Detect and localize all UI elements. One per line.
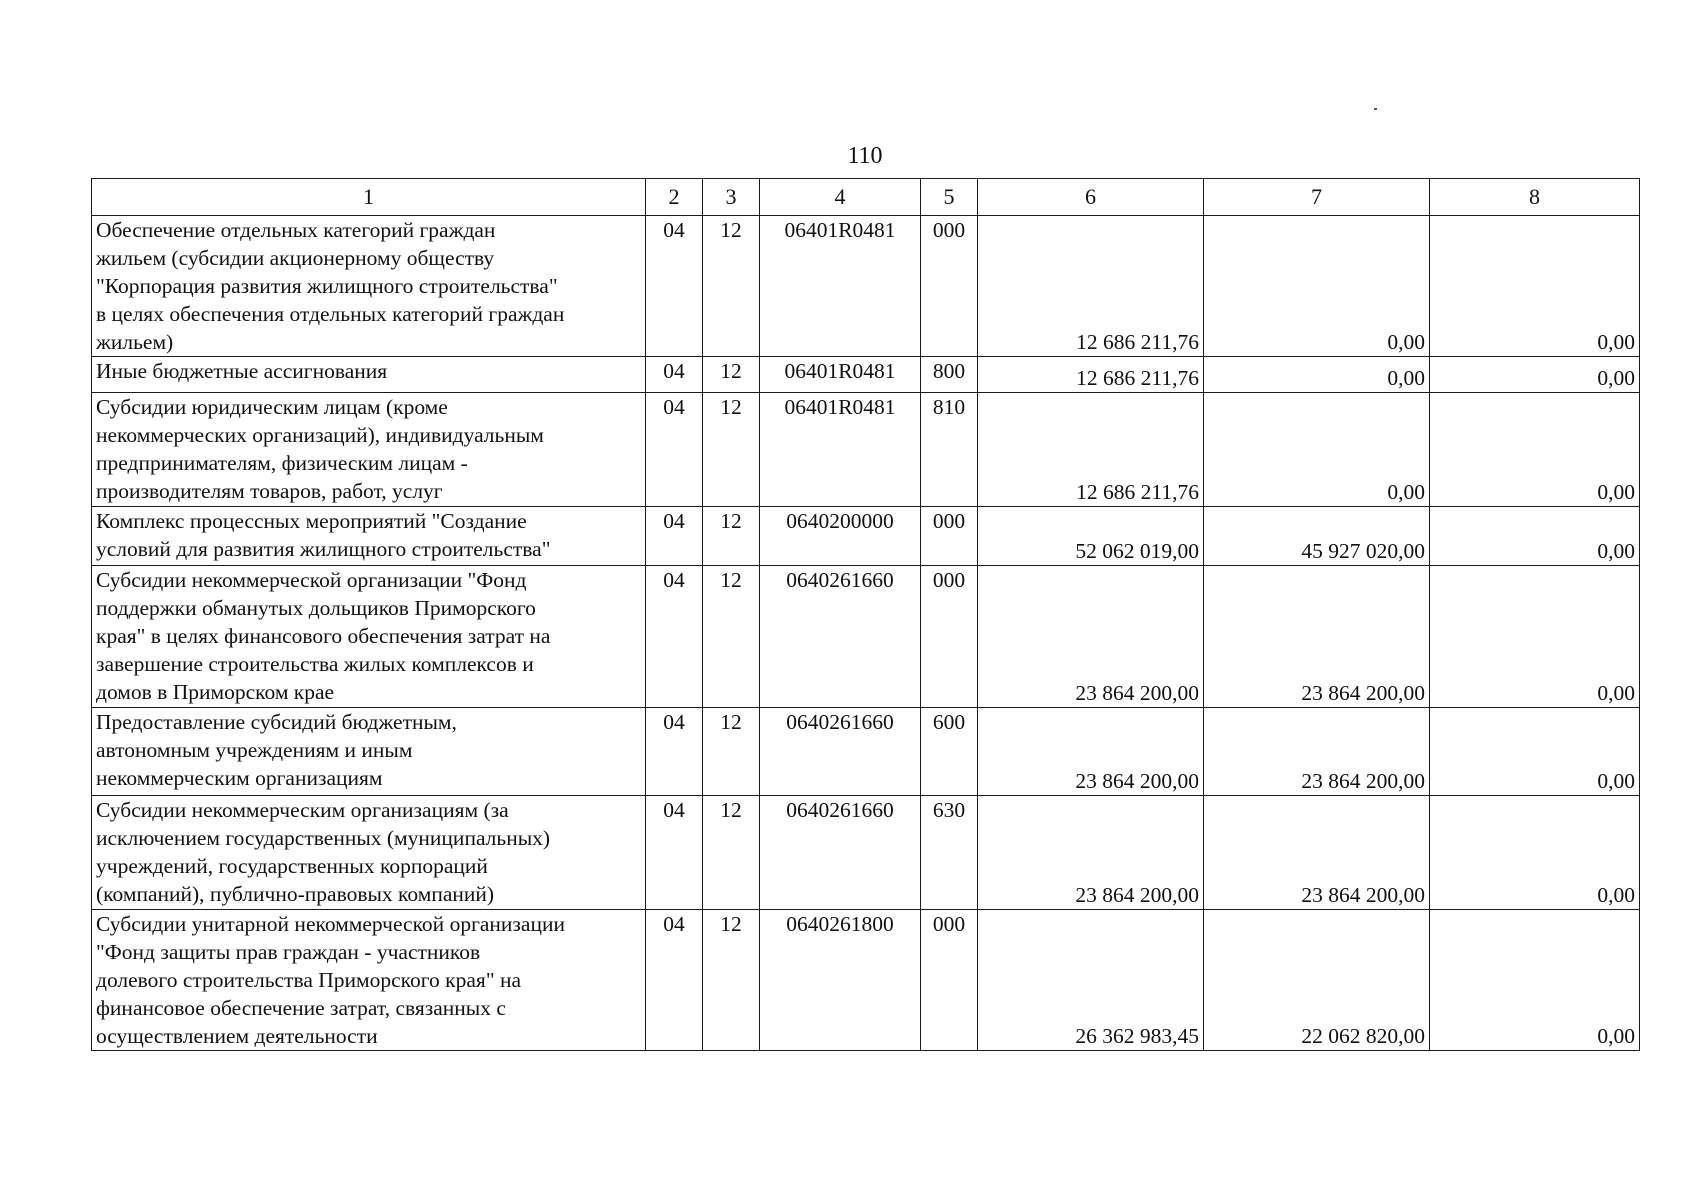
table-row xyxy=(92,796,1640,910)
row-section: 04 xyxy=(646,910,703,1051)
row-name: Субсидии некоммерческой организации "Фонд поддержки обманутых дольщиков Приморского края" в целях финансового обеспечения затрат на завершение строительства жилых комплексов и домов в Приморском крае xyxy=(92,566,646,708)
row-name: Субсидии унитарной некоммерческой организации "Фонд защиты прав граждан - участников долевого строительства Приморского края" на финансовое обеспечение затрат, связанных с осуществлением деятельности xyxy=(92,910,646,1051)
row-subsection: 12 xyxy=(703,910,760,1051)
row-amount-1: 23 864 200,00 xyxy=(978,566,1204,708)
row-name: Комплекс процессных мероприятий "Создание условий для развития жилищного строительства" xyxy=(92,507,646,566)
row-target-article: 0640261660 xyxy=(760,566,921,708)
row-expense-type: 000 xyxy=(921,507,978,566)
row-name: Иные бюджетные ассигнования xyxy=(92,357,646,393)
column-header-7: 7 xyxy=(1204,179,1430,216)
row-amount-3: 0,00 xyxy=(1430,796,1640,910)
row-amount-2: 0,00 xyxy=(1204,216,1430,357)
row-section: 04 xyxy=(646,393,703,507)
column-header-4: 4 xyxy=(760,179,921,216)
row-amount-3: 0,00 xyxy=(1430,566,1640,708)
row-section: 04 xyxy=(646,507,703,566)
row-name: Обеспечение отдельных категорий граждан жильем (субсидии акционерному обществу "Корпорация развития жилищного строительства" в целях обеспечения отдельных категорий граждан жильем) xyxy=(92,216,646,357)
row-amount-1: 12 686 211,76 xyxy=(978,393,1204,507)
row-amount-2: 23 864 200,00 xyxy=(1204,708,1430,796)
row-expense-type: 600 xyxy=(921,708,978,796)
table-body xyxy=(92,216,1640,1051)
row-name: Субсидии некоммерческим организациям (за исключением государственных (муниципальных) учреждений, государственных корпораций (компаний), публично-правовых компаний) xyxy=(92,796,646,910)
row-amount-1: 23 864 200,00 xyxy=(978,796,1204,910)
row-amount-1: 12 686 211,76 xyxy=(978,216,1204,357)
row-section: 04 xyxy=(646,708,703,796)
row-amount-1: 52 062 019,00 xyxy=(978,507,1204,566)
row-target-article: 0640261800 xyxy=(760,910,921,1051)
row-expense-type: 810 xyxy=(921,393,978,507)
table-row xyxy=(92,708,1640,796)
column-header-1: 1 xyxy=(92,179,646,216)
row-subsection: 12 xyxy=(703,216,760,357)
table-row xyxy=(92,507,1640,566)
row-target-article: 0640261660 xyxy=(760,796,921,910)
row-amount-3: 0,00 xyxy=(1430,357,1640,393)
row-amount-1: 23 864 200,00 xyxy=(978,708,1204,796)
row-subsection: 12 xyxy=(703,393,760,507)
table-row xyxy=(92,566,1640,708)
row-expense-type: 000 xyxy=(921,216,978,357)
row-target-article: 06401R0481 xyxy=(760,357,921,393)
column-header-2: 2 xyxy=(646,179,703,216)
row-amount-3: 0,00 xyxy=(1430,910,1640,1051)
row-section: 04 xyxy=(646,796,703,910)
budget-table xyxy=(91,178,1640,1051)
row-amount-3: 0,00 xyxy=(1430,216,1640,357)
row-target-article: 06401R0481 xyxy=(760,393,921,507)
row-name: Предоставление субсидий бюджетным, автономным учреждениям и иным некоммерческим организациям xyxy=(92,708,646,796)
row-amount-3: 0,00 xyxy=(1430,507,1640,566)
row-amount-2: 23 864 200,00 xyxy=(1204,796,1430,910)
row-name: Субсидии юридическим лицам (кроме некоммерческих организаций), индивидуальным предпринимателям, физическим лицам - производителям товаров, работ, услуг xyxy=(92,393,646,507)
column-header-3: 3 xyxy=(703,179,760,216)
column-header-8: 8 xyxy=(1430,179,1640,216)
row-expense-type: 000 xyxy=(921,566,978,708)
row-subsection: 12 xyxy=(703,357,760,393)
row-expense-type: 630 xyxy=(921,796,978,910)
row-target-article: 06401R0481 xyxy=(760,216,921,357)
row-section: 04 xyxy=(646,216,703,357)
scan-speck xyxy=(1374,108,1377,110)
row-amount-2: 0,00 xyxy=(1204,393,1430,507)
row-subsection: 12 xyxy=(703,566,760,708)
page-number: 110 xyxy=(847,143,883,169)
row-amount-3: 0,00 xyxy=(1430,708,1640,796)
row-amount-2: 22 062 820,00 xyxy=(1204,910,1430,1051)
row-subsection: 12 xyxy=(703,708,760,796)
column-header-6: 6 xyxy=(978,179,1204,216)
table-row xyxy=(92,216,1640,357)
row-amount-1: 12 686 211,76 xyxy=(978,357,1204,393)
row-amount-2: 0,00 xyxy=(1204,357,1430,393)
row-expense-type: 800 xyxy=(921,357,978,393)
table-row xyxy=(92,393,1640,507)
row-amount-1: 26 362 983,45 xyxy=(978,910,1204,1051)
row-subsection: 12 xyxy=(703,796,760,910)
table-row xyxy=(92,910,1640,1051)
row-target-article: 0640200000 xyxy=(760,507,921,566)
row-amount-2: 23 864 200,00 xyxy=(1204,566,1430,708)
row-subsection: 12 xyxy=(703,507,760,566)
table-row xyxy=(92,357,1640,393)
row-amount-2: 45 927 020,00 xyxy=(1204,507,1430,566)
row-amount-3: 0,00 xyxy=(1430,393,1640,507)
table-header xyxy=(92,179,1640,216)
row-expense-type: 000 xyxy=(921,910,978,1051)
row-section: 04 xyxy=(646,566,703,708)
row-section: 04 xyxy=(646,357,703,393)
column-header-5: 5 xyxy=(921,179,978,216)
row-target-article: 0640261660 xyxy=(760,708,921,796)
header-row xyxy=(92,179,1640,216)
